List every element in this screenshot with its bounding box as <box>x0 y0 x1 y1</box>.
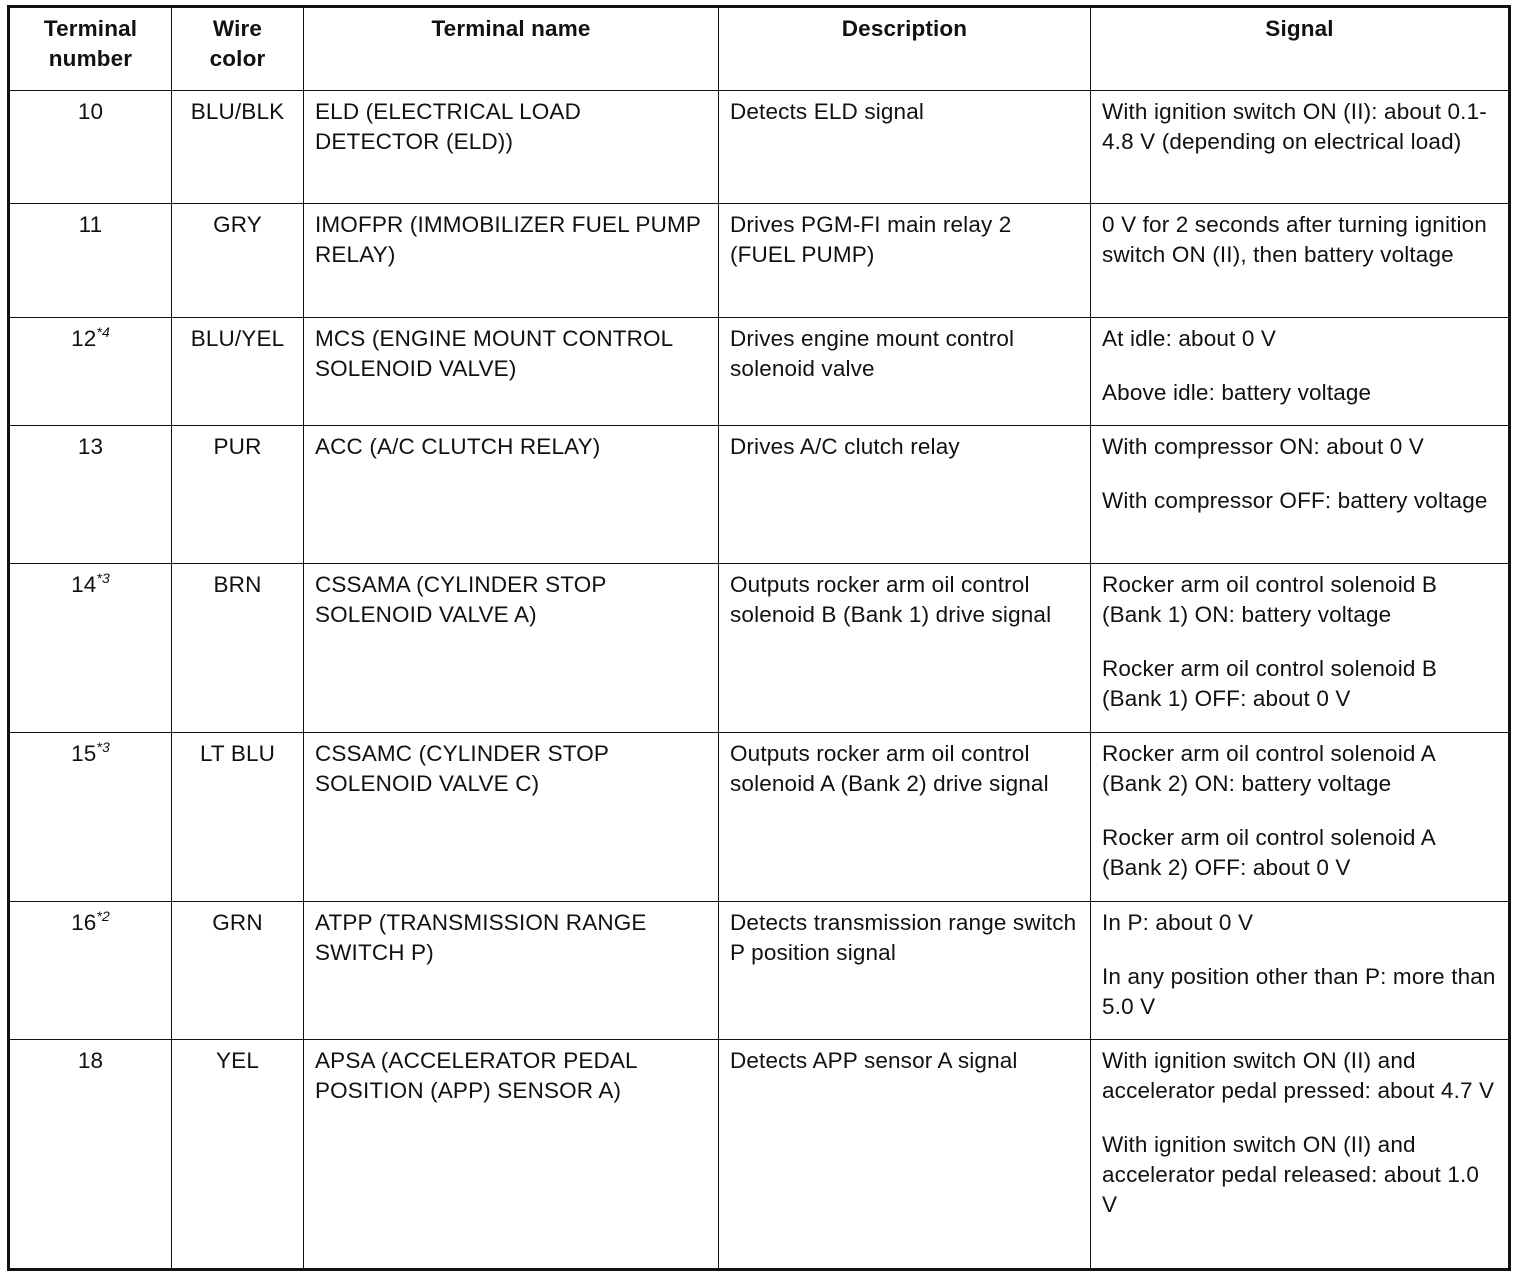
signal-line: Rocker arm oil control solenoid A (Bank 2) ON: battery voltage <box>1102 741 1435 796</box>
table-row <box>9 91 1510 204</box>
terminal-number: 16 <box>71 910 97 935</box>
description-cell: Detects APP sensor A signal <box>719 1040 1091 1270</box>
signal-cell <box>1091 426 1510 564</box>
wire-color-cell: GRN <box>172 902 304 1040</box>
header-terminal-number-line2: number <box>48 46 133 71</box>
signal-cell <box>1091 1040 1510 1270</box>
wire-color-cell: BRN <box>172 564 304 733</box>
terminal-number-cell <box>9 733 172 902</box>
wire-color-cell: BLU/YEL <box>172 318 304 426</box>
table-row <box>9 318 1510 426</box>
description-cell: Outputs rocker arm oil control solenoid A (Bank 2) drive signal <box>719 733 1091 902</box>
description-cell: Detects transmission range switch P position signal <box>719 902 1091 1040</box>
signal-line: Rocker arm oil control solenoid A (Bank 2) OFF: about 0 V <box>1102 825 1435 880</box>
terminal-number-cell <box>9 564 172 733</box>
signal-cell <box>1091 733 1510 902</box>
header-terminal-name: Terminal name <box>304 7 719 91</box>
terminal-number-cell <box>9 318 172 426</box>
description-cell: Drives PGM-FI main relay 2 (FUEL PUMP) <box>719 204 1091 318</box>
terminal-number-cell <box>9 204 172 318</box>
header-description: Description <box>719 7 1091 91</box>
terminal-number-cell <box>9 1040 172 1270</box>
signal-line: 0 V for 2 seconds after turning ignition switch ON (II), then battery voltage <box>1102 212 1487 267</box>
wire-color-cell: BLU/BLK <box>172 91 304 204</box>
terminal-number: 12 <box>71 326 97 351</box>
header-row <box>9 7 1510 91</box>
terminal-table <box>7 5 1511 1271</box>
signal-line: Rocker arm oil control solenoid B (Bank 1) ON: battery voltage <box>1102 572 1438 627</box>
wire-color-cell: LT BLU <box>172 733 304 902</box>
description-cell: Drives engine mount control solenoid valve <box>719 318 1091 426</box>
signal-line: In P: about 0 V <box>1102 910 1254 935</box>
terminal-number: 11 <box>78 212 103 237</box>
table-row <box>9 733 1510 902</box>
signal-line: Above idle: battery voltage <box>1102 380 1372 405</box>
description-cell: Detects ELD signal <box>719 91 1091 204</box>
terminal-name-cell: APSA (ACCELERATOR PEDAL POSITION (APP) SENSOR A) <box>304 1040 719 1270</box>
table-row <box>9 426 1510 564</box>
terminal-name-cell: MCS (ENGINE MOUNT CONTROL SOLENOID VALVE) <box>304 318 719 426</box>
signal-line: With compressor ON: about 0 V <box>1102 434 1424 459</box>
terminal-note: *3 <box>96 570 110 586</box>
signal-line: With ignition switch ON (II): about 0.1-4.8 V (depending on electrical load) <box>1102 99 1487 154</box>
signal-line: Rocker arm oil control solenoid B (Bank 1) OFF: about 0 V <box>1102 656 1438 711</box>
signal-cell <box>1091 91 1510 204</box>
terminal-number-cell <box>9 426 172 564</box>
description-cell: Drives A/C clutch relay <box>719 426 1091 564</box>
terminal-number: 10 <box>77 99 104 124</box>
table-row <box>9 902 1510 1040</box>
terminal-note: *2 <box>96 908 110 924</box>
signal-cell <box>1091 902 1510 1040</box>
description-cell: Outputs rocker arm oil control solenoid B (Bank 1) drive signal <box>719 564 1091 733</box>
terminal-number-cell <box>9 902 172 1040</box>
table-row <box>9 564 1510 733</box>
header-wire-color-line2: color <box>209 46 266 71</box>
terminal-note: *4 <box>96 324 110 340</box>
header-wire-color <box>172 7 304 91</box>
terminal-number: 13 <box>77 434 104 459</box>
table-row <box>9 204 1510 318</box>
terminal-number-cell <box>9 91 172 204</box>
signal-cell <box>1091 204 1510 318</box>
header-signal: Signal <box>1091 7 1510 91</box>
header-wire-color-line1: Wire <box>212 16 263 41</box>
signal-line: With ignition switch ON (II) and accelerator pedal released: about 1.0 V <box>1102 1132 1480 1217</box>
signal-line: In any position other than P: more than 5.0 V <box>1102 964 1496 1019</box>
terminal-name-cell: CSSAMA (CYLINDER STOP SOLENOID VALVE A) <box>304 564 719 733</box>
wire-color-cell: YEL <box>172 1040 304 1270</box>
signal-line: With compressor OFF: battery voltage <box>1102 488 1488 513</box>
terminal-name-cell: ATPP (TRANSMISSION RANGE SWITCH P) <box>304 902 719 1040</box>
wire-color-cell: GRY <box>172 204 304 318</box>
terminal-number: 18 <box>77 1048 104 1073</box>
terminal-number: 14 <box>71 572 97 597</box>
signal-line: At idle: about 0 V <box>1102 326 1277 351</box>
terminal-name-cell: ACC (A/C CLUTCH RELAY) <box>304 426 719 564</box>
terminal-name-cell: ELD (ELECTRICAL LOAD DETECTOR (ELD)) <box>304 91 719 204</box>
terminal-note: *3 <box>96 739 110 755</box>
terminal-number: 15 <box>71 741 97 766</box>
terminal-name-cell: IMOFPR (IMMOBILIZER FUEL PUMP RELAY) <box>304 204 719 318</box>
header-terminal-number <box>9 7 172 91</box>
signal-cell <box>1091 564 1510 733</box>
header-terminal-number-line1: Terminal <box>43 16 138 41</box>
wire-color-cell: PUR <box>172 426 304 564</box>
signal-cell <box>1091 318 1510 426</box>
table-row <box>9 1040 1510 1270</box>
terminal-name-cell: CSSAMC (CYLINDER STOP SOLENOID VALVE C) <box>304 733 719 902</box>
signal-line: With ignition switch ON (II) and accelerator pedal pressed: about 4.7 V <box>1102 1048 1495 1103</box>
